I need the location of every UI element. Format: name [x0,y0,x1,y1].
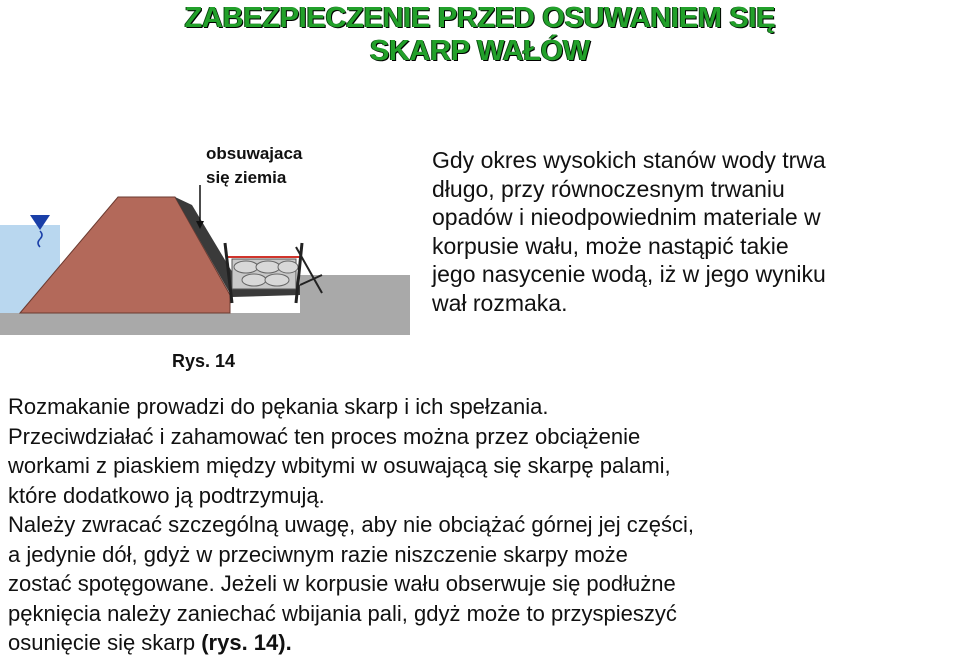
figure-label-line-1: obsuwajaca [206,144,303,163]
body-line: Przeciwdziałać i zahamować ten proces można przez obciążenie [8,423,641,449]
embankment-diagram [0,135,420,380]
title-line-1: ZABEZPIECZENIE PRZED OSUWANIEM SIĘ [184,2,776,34]
side-paragraph [432,146,960,317]
side-line: wał rozmaka. [432,289,568,316]
figure-reference: (rys. 14). [201,630,292,655]
body-last-line-text: osunięcie się skarp [8,630,202,655]
body-last-line [8,628,958,658]
body-line: a jedynie dół, gdyż w przeciwnym razie niszczenie skarpy może [8,541,628,567]
side-line: Gdy okres wysokich stanów wody trwa [432,147,826,173]
body-line: zostać spotęgowane. Jeżeli w korpusie wału obserwuje się podłużne [8,571,676,596]
side-line: opadów i nieodpowiednim materiale w [432,204,821,230]
body-line: workami z piaskiem między wbitymi w osuwającą się skarpę palami, [8,453,671,478]
body-paragraph [8,392,958,658]
ground-base [0,313,410,335]
ground-right [300,275,410,315]
side-line: jego nasycenie wodą, iż w jego wyniku [432,261,826,287]
title-line-2: SKARP WAŁÓW [369,35,591,67]
body-line: pęknięcia należy zaniechać wbijania pali, gdyż może to przyspieszyć [8,600,677,626]
figure-caption: Rys. 14 [172,351,236,371]
side-line: korpusie wału, może nastąpić takie [432,232,789,259]
body-line: Należy zwracać szczególną uwagę, aby nie obciążać górnej jej części, [8,512,695,537]
body-line: Rozmakanie prowadzi do pękania skarp i ich spełzania. [8,394,549,419]
page-title [0,2,960,68]
figure-label-line-2: się ziemia [206,168,287,187]
side-line: długo, przy równoczesnym trwaniu [432,175,785,202]
body-line: które dodatkowo ją podtrzymują. [8,482,325,508]
sandbags [228,257,300,289]
